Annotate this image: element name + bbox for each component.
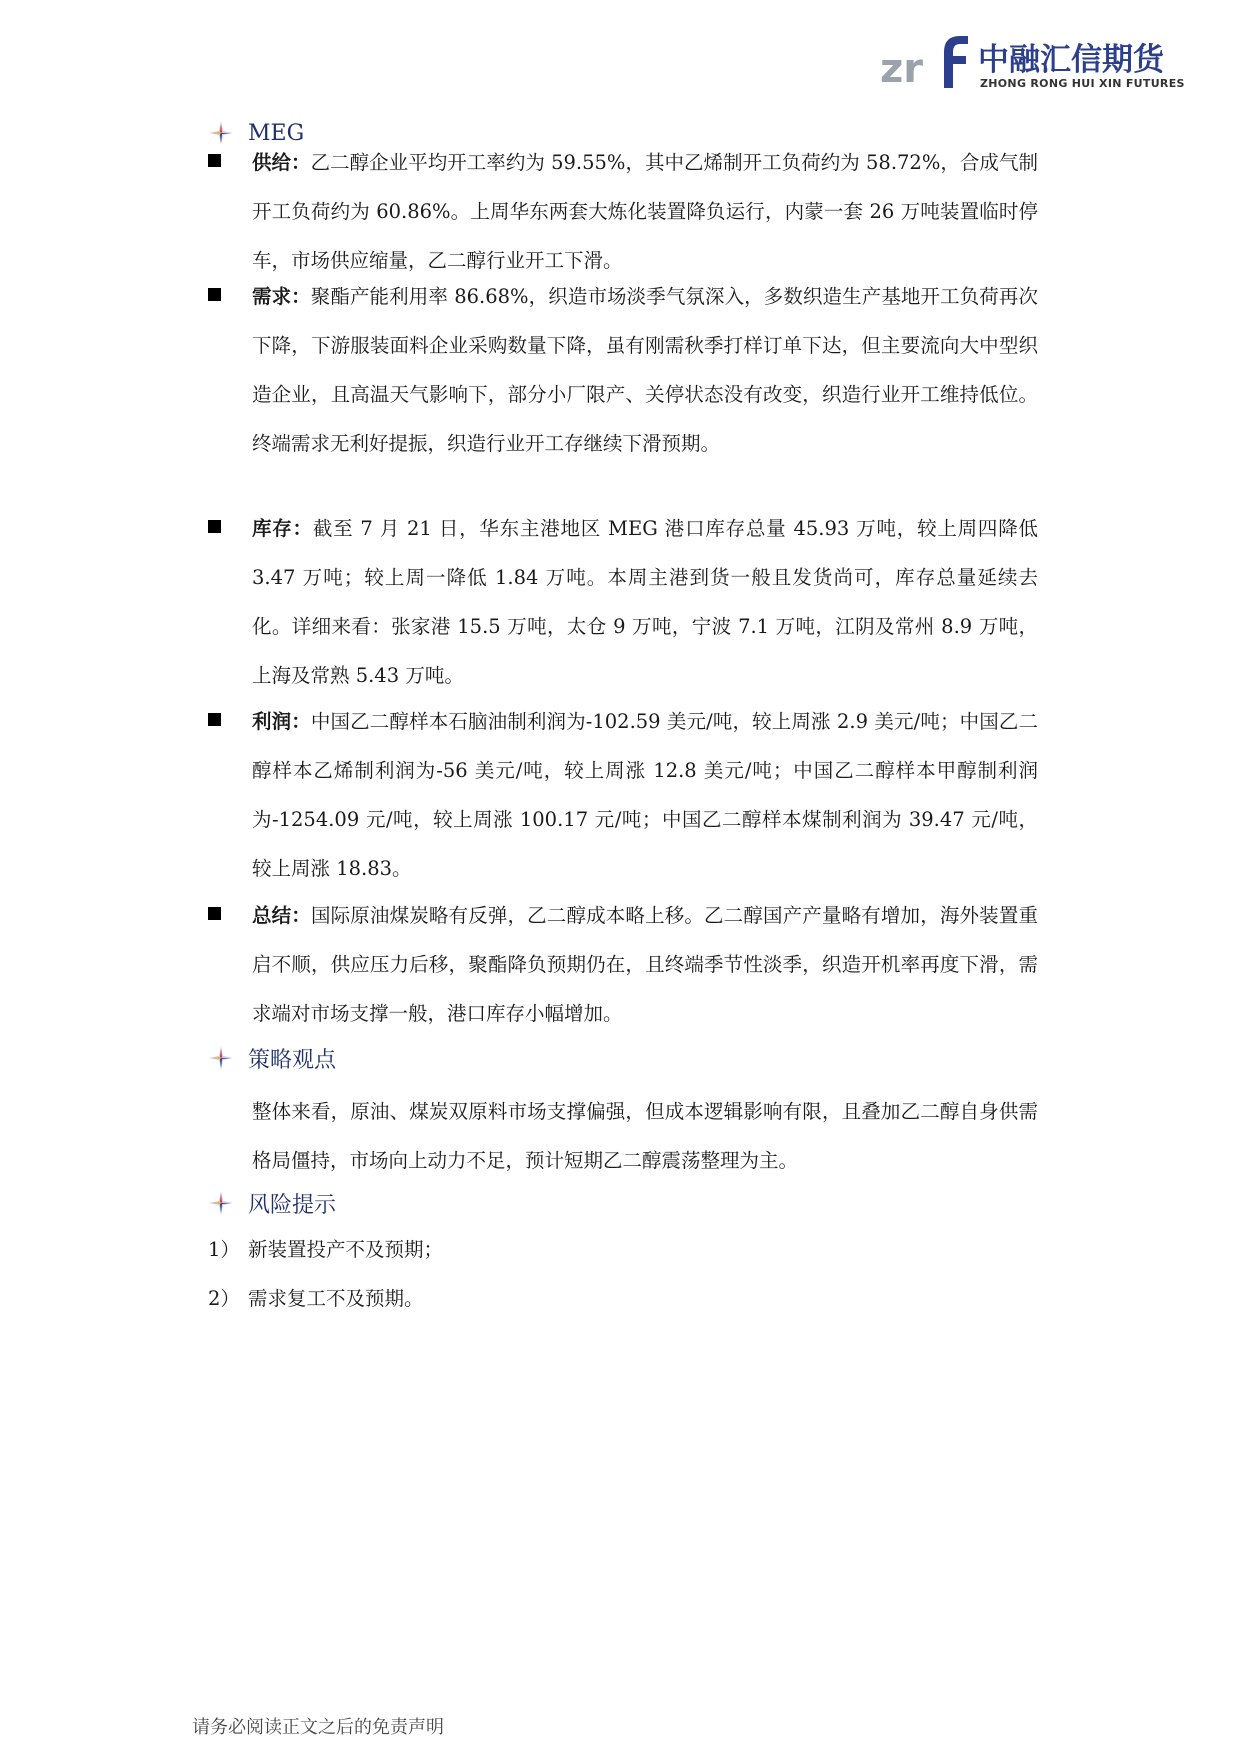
item-text: 国际原油煤炭略有反弹，乙二醇成本略上移。乙二醇国产产量略有增加，海外装置重启不顺，供应压力后移，聚酯降负预期仍在，且终端季节性淡季，织造开机率再度下滑，需求端对市场支撑一般，港口库存小幅增加。 (252, 904, 1038, 1025)
item-body (252, 697, 1038, 893)
list-item-inventory (208, 504, 1038, 700)
risk-number: 2） (208, 1287, 240, 1310)
item-body (252, 272, 1038, 468)
section-heading-risk (208, 1188, 336, 1218)
risk-item (208, 1235, 443, 1265)
square-bullet-icon (208, 154, 221, 167)
item-label: 需求： (252, 285, 311, 308)
square-bullet-icon (208, 907, 221, 920)
item-text: 中国乙二醇样本石脑油制利润为-102.59 美元/吨，较上周涨 2.9 美元/吨；中国乙二醇样本乙烯制利润为-56 美元/吨，较上周涨 12.8 美元/吨；中国乙二醇样本甲醇制利润为-1254.09 元/吨，较上周涨 100.17 元/吨；中国乙二醇样本煤制利润为 39.47 元/吨，较上周涨 18.83。 (252, 710, 1038, 880)
section-star-icon (208, 1045, 234, 1071)
company-logo (880, 30, 1185, 92)
zrf-logo-mark (880, 30, 972, 90)
disclaimer-footer: 请务必阅读正文之后的免责声明 (192, 1717, 444, 1738)
risk-item (208, 1284, 424, 1314)
logo-zr-glyph: zr (880, 46, 924, 90)
item-label: 库存： (252, 517, 313, 540)
item-body (252, 138, 1038, 285)
strategy-paragraph: 整体来看，原油、煤炭双原料市场支撑偏强，但成本逻辑影响有限，且叠加乙二醇自身供需格局僵持，市场向上动力不足，预计短期乙二醇震荡整理为主。 (252, 1100, 1038, 1172)
square-bullet-icon (208, 288, 221, 301)
section-star-icon (208, 1190, 234, 1216)
item-text: 截至 7 月 21 日，华东主港地区 MEG 港口库存总量 45.93 万吨，较上周四降低 3.47 万吨；较上周一降低 1.84 万吨。本周主港到货一般且发货尚可，库存总量延续去化。详细来看：张家港 15.5 万吨，太仓 9 万吨，宁波 7.1 万吨，江阴及常州 8.9 万吨，上海及常熟 5.43 万吨。 (252, 517, 1038, 687)
item-label: 利润： (252, 710, 311, 733)
item-body (252, 891, 1038, 1038)
item-text: 聚酯产能利用率 86.68%，织造市场淡季气氛深入，多数织造生产基地开工负荷再次下降，下游服装面料企业采购数量下降，虽有刚需秋季打样订单下达，但主要流向大中型织造企业，且高温天气影响下，部分小厂限产、关停状态没有改变，织造行业开工维持低位。终端需求无利好提振，织造行业开工存继续下滑预期。 (252, 285, 1038, 455)
list-item-summary (208, 891, 1038, 1038)
risk-text: 需求复工不及预期。 (248, 1287, 424, 1310)
section-heading-strategy (208, 1043, 336, 1073)
square-bullet-icon (208, 520, 221, 533)
item-label: 总结： (252, 904, 311, 927)
list-item-demand (208, 272, 1038, 468)
section-title-meg: MEG (248, 120, 305, 146)
risk-text: 新装置投产不及预期； (248, 1238, 444, 1261)
logo-f-glyph (944, 36, 968, 88)
section-title-strategy: 策略观点 (248, 1047, 337, 1073)
item-label: 供给： (252, 151, 311, 174)
section-title-risk: 风险提示 (248, 1192, 337, 1218)
item-text: 乙二醇企业平均开工率约为 59.55%，其中乙烯制开工负荷约为 58.72%，合成气制开工负荷约为 60.86%。上周华东两套大炼化装置降负运行，内蒙一套 26 万吨装置临时停车，市场供应缩量，乙二醇行业开工下滑。 (252, 151, 1038, 272)
list-item-supply (208, 138, 1038, 285)
list-item-profit (208, 697, 1038, 893)
logo-english-name: ZHONG RONG HUI XIN FUTURES (980, 77, 1185, 90)
item-body (252, 504, 1038, 700)
logo-chinese-name: 中融汇信期货 (978, 42, 1164, 78)
risk-number: 1） (208, 1238, 240, 1261)
square-bullet-icon (208, 713, 221, 726)
